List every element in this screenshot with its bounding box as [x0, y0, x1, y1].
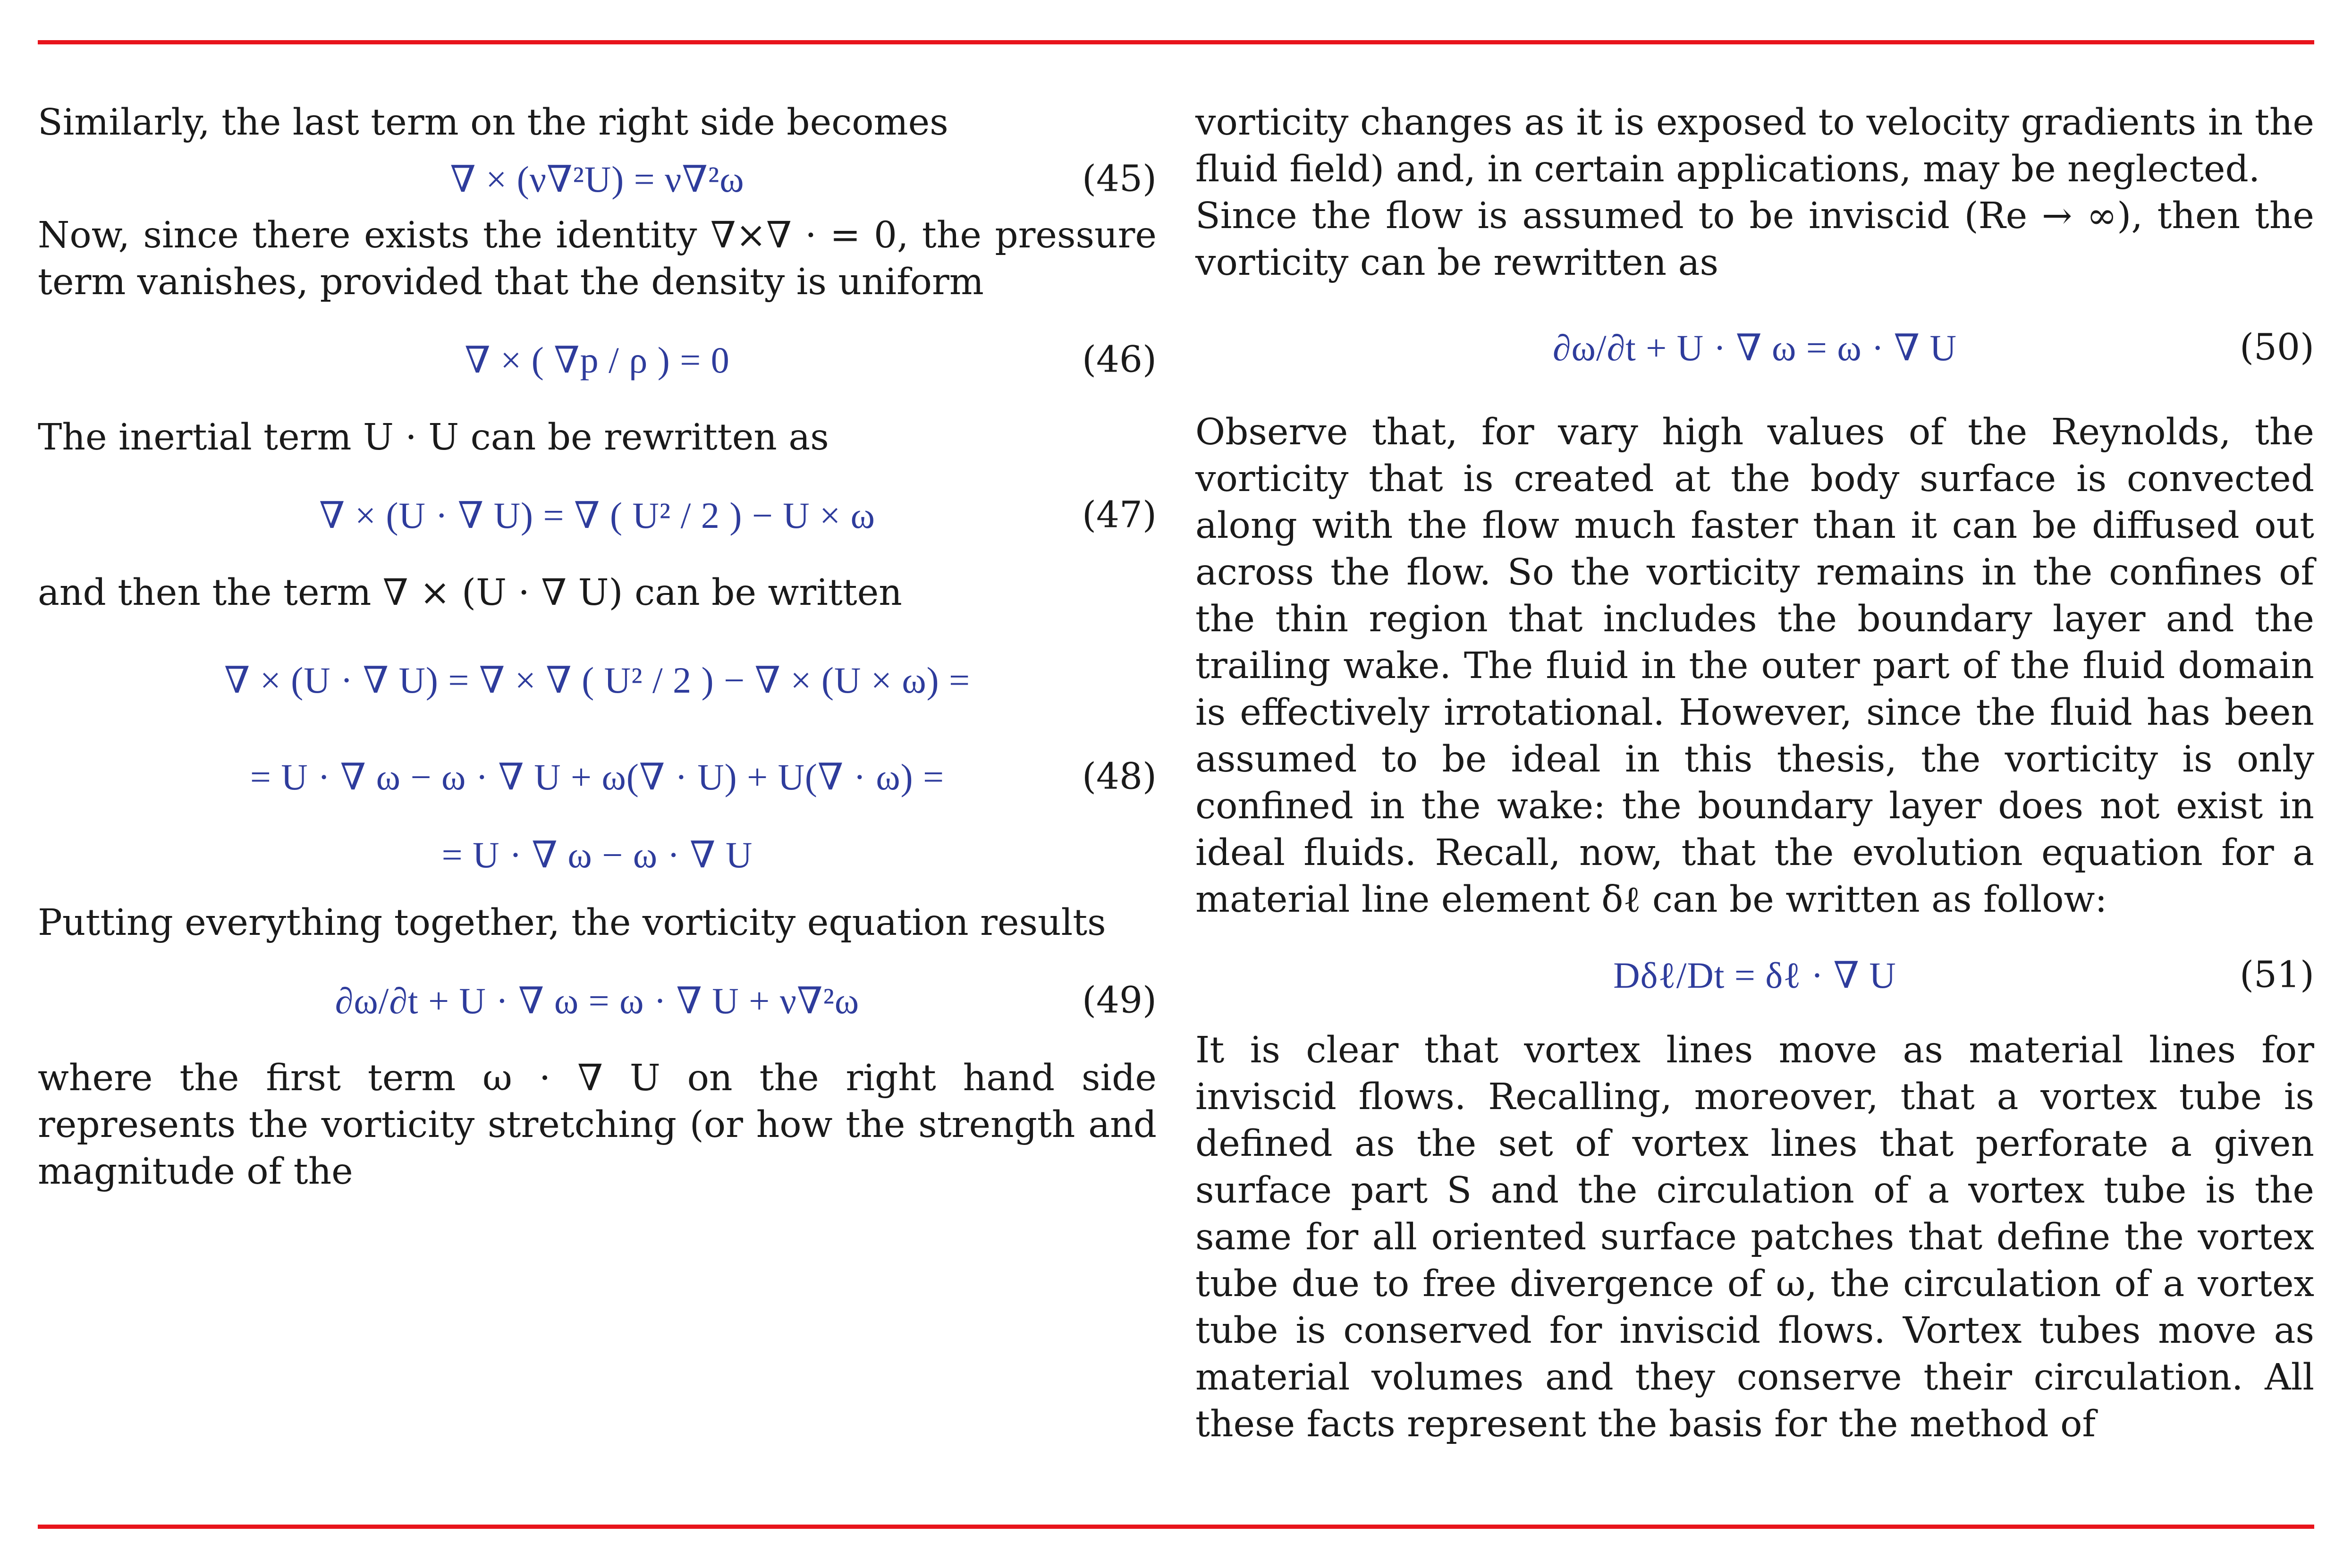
paragraph: The inertial term U · U can be rewritten as: [38, 416, 829, 458]
equation-body: ∇ × ( ∇p / ρ ) = 0: [465, 339, 730, 381]
equation-body: Dδℓ/Dt = δℓ · ∇ U: [1613, 954, 1896, 996]
equation-number: (46): [1082, 339, 1157, 381]
paragraph: Observe that, for vary high values of the Reynolds, the vorticity that is created at the body surface is convected along with the flow much faster than it can be diffused out across the flow. So the vorticity remains in the confines of the thin region that includes the boundary layer and the trailing wake. The fluid in the outer part of the fluid domain is effectively irrotational. However, since the fluid has been assumed to be ideal in this thesis, the vorticity is only confined in the wake: the boundary layer does not exist in ideal fluids. Recall, now, that the evolution equation for a material line element δℓ can be written as follow:: [1195, 411, 2314, 921]
top-rule: [38, 40, 2314, 44]
equation-48-line-2: [38, 744, 1157, 810]
paragraph: It is clear that vortex lines move as material lines for inviscid flows. Recalling, moreover, that a vortex tube is defined as the set of vortex lines that perforate a given surface part S and the circulation of a vortex tube is the same for all oriented surface patches that define the vortex tube due to free divergence of ω, the circulation of a vortex tube is conserved for inviscid flows. Vortex tubes move as material volumes and they conserve their circulation. All these facts represent the basis for the method of: [1195, 1029, 2314, 1445]
paragraph: Putting everything together, the vorticity equation results: [38, 902, 1106, 944]
paragraph: where the first term ω · ∇ U on the right hand side represents the vorticity stretching (or how the strength and magnitude of the: [38, 1057, 1157, 1193]
bottom-rule: [38, 1525, 2314, 1529]
equation-body: ∂ω/∂t + U · ∇ ω = ω · ∇ U + ν∇²ω: [335, 980, 860, 1021]
equation-body: ∂ω/∂t + U · ∇ ω = ω · ∇ U: [1553, 327, 1957, 368]
paragraph: Now, since there exists the identity ∇×∇ · = 0, the pressure term vanishes, provided that the density is uniform: [38, 214, 1157, 303]
paragraph: Since the flow is assumed to be inviscid (Re → ∞), then the vorticity can be rewritten as: [1195, 195, 2314, 284]
equation-48-line-1: [38, 616, 1157, 744]
paragraph: Similarly, the last term on the right side becomes: [38, 102, 948, 144]
left-column: [38, 99, 1157, 1195]
equation-50: [1195, 286, 2314, 409]
equation-number: (49): [1082, 979, 1157, 1022]
equation-body: ∇ × (U · ∇ U) = ∇ ( U² / 2 ) − U × ω: [319, 494, 875, 536]
equation-47: [38, 461, 1157, 569]
equation-number: (47): [1082, 494, 1157, 536]
paragraph: vorticity changes as it is exposed to velocity gradients in the fluid field) and, in certain applications, may be neglected.: [1195, 102, 2314, 190]
equation-body: = U · ∇ ω − ω · ∇ U: [441, 834, 753, 875]
paragraph: and then the term ∇ × (U · ∇ U) can be written: [38, 572, 902, 614]
equation-45: [38, 146, 1157, 212]
equation-number: (50): [2239, 326, 2314, 369]
equation-46: [38, 305, 1157, 414]
equation-body: ∇ × (ν∇²U) = ν∇²ω: [450, 158, 745, 200]
equation-body: = U · ∇ ω − ω · ∇ U + ω(∇ · U) + U(∇ · ω) =: [250, 756, 945, 797]
equation-number: (45): [1082, 158, 1157, 200]
equation-number: (51): [2239, 954, 2314, 996]
equation-body: ∇ × (U · ∇ U) = ∇ × ∇ ( U² / 2 ) − ∇ × (U × ω) =: [224, 659, 971, 701]
equation-51: [1195, 923, 2314, 1027]
right-column: [1195, 99, 2314, 1448]
equation-49: [38, 946, 1157, 1055]
equation-48-line-3: [38, 810, 1157, 899]
equation-number: (48): [1082, 755, 1157, 798]
